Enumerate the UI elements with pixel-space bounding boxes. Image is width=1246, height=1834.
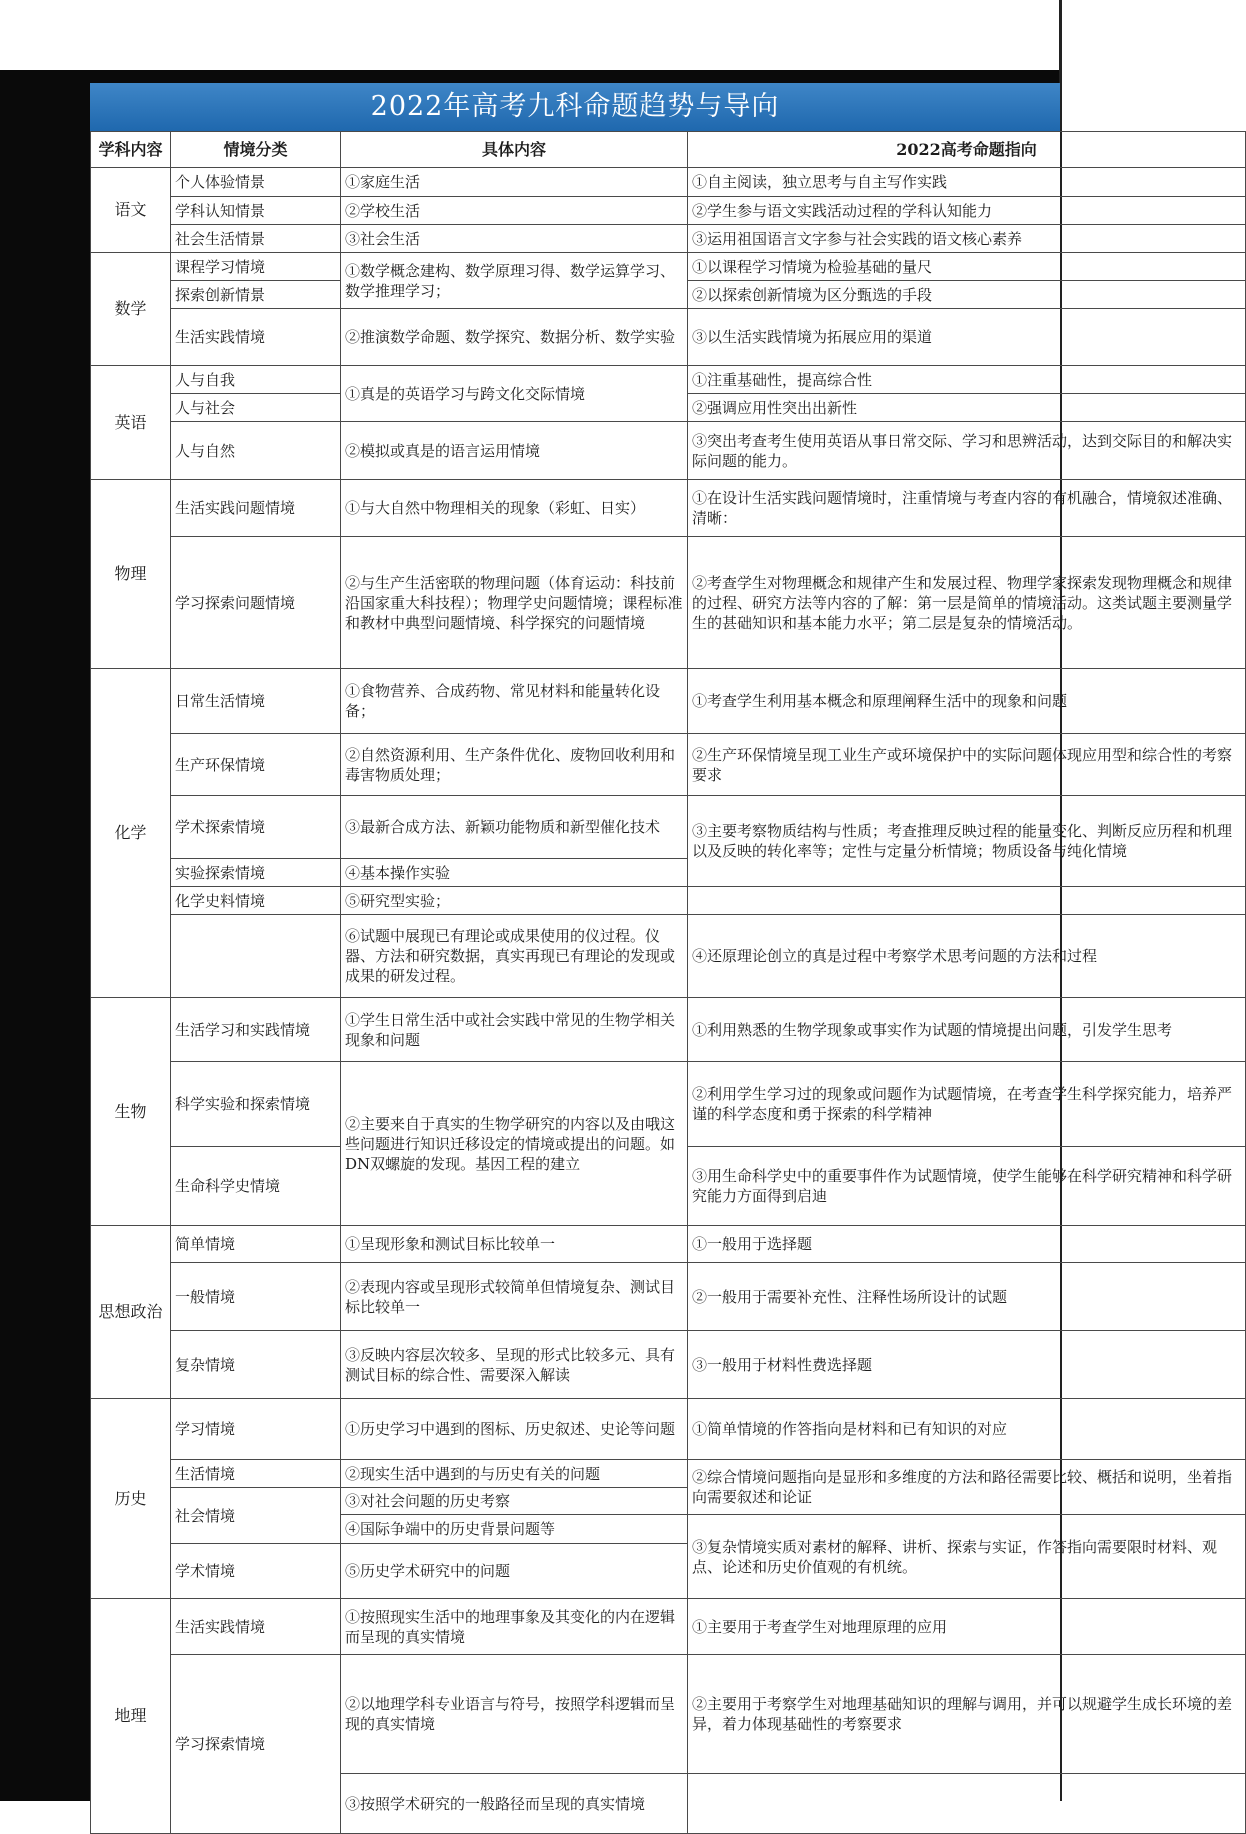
table-row: [91, 998, 1246, 1062]
direction-cell: ①自主阅读，独立思考与自主写作实践: [688, 168, 1246, 197]
table-row: [91, 796, 1246, 859]
direction-cell: ①利用熟悉的生物学现象或事实作为试题的情境提出问题，引发学生思考: [688, 998, 1246, 1062]
direction-cell: ④还原理论创立的真是过程中考察学术思考问题的方法和过程: [688, 915, 1246, 998]
category-cell: 日常生活情境: [171, 669, 341, 734]
category-cell: 社会情境: [171, 1488, 341, 1544]
direction-cell: ①简单情境的作答指向是材料和已有知识的对应: [688, 1399, 1246, 1460]
direction-cell: ①一般用于选择题: [688, 1226, 1246, 1263]
category-cell: 实验探索情境: [171, 859, 341, 887]
category-cell: 社会生活情景: [171, 225, 341, 253]
category-cell: 人与社会: [171, 394, 341, 422]
direction-cell: ③以生活实践情境为拓展应用的渠道: [688, 309, 1246, 366]
content-cell: ①与大自然中物理相关的现象（彩虹、日实）: [341, 480, 688, 537]
table-row: [91, 537, 1246, 669]
category-cell: 人与自然: [171, 422, 341, 480]
subject-politics: 思想政治: [91, 1226, 171, 1399]
category-cell: 学科认知情景: [171, 197, 341, 225]
table-row: [91, 309, 1246, 366]
category-cell: 课程学习情境: [171, 253, 341, 281]
trend-table: [90, 131, 1246, 1834]
category-cell: 生活实践问题情境: [171, 480, 341, 537]
category-cell: 化学史料情境: [171, 887, 341, 915]
table-row: [91, 366, 1246, 394]
content-cell: ①食物营养、合成药物、常见材料和能量转化设备；: [341, 669, 688, 734]
table-row: [91, 1655, 1246, 1774]
table-row: [91, 168, 1246, 197]
category-cell: 生产环保情境: [171, 734, 341, 796]
table-row: [91, 1062, 1246, 1147]
content-cell: ⑤历史学术研究中的问题: [341, 1544, 688, 1599]
header-subject: 学科内容: [91, 132, 171, 168]
content-cell: ①真是的英语学习与跨文化交际情境: [341, 366, 688, 422]
direction-cell: ②综合情境问题指向是显形和多维度的方法和路径需要比较、概括和说明，坐着指向需要叙述和论证: [688, 1460, 1246, 1515]
direction-cell: ①在设计生活实践问题情境时，注重情境与考查内容的有机融合，情境叙述准确、清晰：: [688, 480, 1246, 537]
content-cell: ③按照学术研究的一般路径而呈现的真实情境: [341, 1774, 688, 1834]
header-content: 具体内容: [341, 132, 688, 168]
content-cell: ②以地理学科专业语言与符号，按照学科逻辑而呈现的真实情境: [341, 1655, 688, 1774]
content-cell: ②现实生活中遇到的与历史有关的问题: [341, 1460, 688, 1488]
table-row: [91, 887, 1246, 915]
category-cell: 探索创新情景: [171, 281, 341, 309]
content-cell: ④基本操作实验: [341, 859, 688, 887]
table-row: [91, 1226, 1246, 1263]
direction-cell: ③运用祖国语言文字参与社会实践的语文核心素养: [688, 225, 1246, 253]
content-cell: ①历史学习中遇到的图标、历史叙述、史论等问题: [341, 1399, 688, 1460]
content-cell: ①数学概念建构、数学原理习得、数学运算学习、数学推理学习；: [341, 253, 688, 309]
table-row: [91, 197, 1246, 225]
category-cell: 复杂情境: [171, 1331, 341, 1399]
category-cell: 生活情境: [171, 1460, 341, 1488]
subject-english: 英语: [91, 366, 171, 480]
content-cell: ①呈现形象和测试目标比较单一: [341, 1226, 688, 1263]
table-row: [91, 480, 1246, 537]
content-cell: ①家庭生活: [341, 168, 688, 197]
category-cell: [171, 915, 341, 998]
direction-cell: ③用生命科学史中的重要事件作为试题情境，使学生能够在科学研究精神和科学研究能力方面得到启迪: [688, 1147, 1246, 1226]
subject-biology: 生物: [91, 998, 171, 1226]
table-row: [91, 1263, 1246, 1331]
category-cell: 学术探索情境: [171, 796, 341, 859]
category-cell: 学术情境: [171, 1544, 341, 1599]
category-cell: 学习探索情境: [171, 1655, 341, 1834]
header-direction: 2022高考命题指向: [688, 132, 1246, 168]
table-row: [91, 422, 1246, 480]
content-cell: ②与生产生活密联的物理问题（体育运动：科技前沿国家重大科技程）；物理学史问题情境；课程标准和教材中典型问题情境、科学探究的问题情境: [341, 537, 688, 669]
category-cell: 生活实践情境: [171, 1599, 341, 1655]
direction-cell: ③突出考查考生使用英语从事日常交际、学习和思辨活动，达到交际目的和解决实际问题的能力。: [688, 422, 1246, 480]
direction-cell: ②学生参与语文实践活动过程的学科认知能力: [688, 197, 1246, 225]
direction-cell: ③主要考察物质结构与性质；考查推理反映过程的能量变化、判断反应历程和机理以及反映的转化率等；定性与定量分析情境；物质设备与纯化情境: [688, 796, 1246, 887]
category-cell: 科学实验和探索情境: [171, 1062, 341, 1147]
direction-cell: [688, 887, 1246, 915]
category-cell: 学习探索问题情境: [171, 537, 341, 669]
page-title: 2022年高考九科命题趋势与导向: [90, 83, 1060, 131]
direction-cell: ③复杂情境实质对素材的解释、讲析、探索与实证，作答指向需要限时材料、观点、论述和历史价值观的有机统。: [688, 1515, 1246, 1599]
content-cell: ③对社会问题的历史考察: [341, 1488, 688, 1515]
direction-cell: ②主要用于考察学生对地理基础知识的理解与调用，并可以规避学生成长环境的差异，着力体现基础性的考察要求: [688, 1655, 1246, 1774]
direction-cell: ①注重基础性，提高综合性: [688, 366, 1246, 394]
table-row: [91, 1599, 1246, 1655]
content-cell: ①学生日常生活中或社会实践中常见的生物学相关现象和问题: [341, 998, 688, 1062]
content-cell: ②模拟或真是的语言运用情境: [341, 422, 688, 480]
subject-geography: 地理: [91, 1599, 171, 1834]
subject-math: 数学: [91, 253, 171, 366]
content-cell: ⑤研究型实验；: [341, 887, 688, 915]
table-row: [91, 225, 1246, 253]
table-row: [91, 669, 1246, 734]
content-cell: ③反映内容层次较多、呈现的形式比较多元、具有测试目标的综合性、需要深入解读: [341, 1331, 688, 1399]
category-cell: 生活实践情境: [171, 309, 341, 366]
content-cell: ②自然资源利用、生产条件优化、废物回收利用和毒害物质处理；: [341, 734, 688, 796]
direction-cell: ②以探索创新情境为区分甄选的手段: [688, 281, 1246, 309]
content-cell: ②学校生活: [341, 197, 688, 225]
direction-cell: ③一般用于材料性费选择题: [688, 1331, 1246, 1399]
top-border-bar: [0, 70, 1062, 83]
left-border-bar: [0, 83, 90, 1801]
table-row: [91, 734, 1246, 796]
content-cell: ②表现内容或呈现形式较简单但情境复杂、测试目标比较单一: [341, 1263, 688, 1331]
document-sheet: [90, 83, 1233, 1813]
subject-history: 历史: [91, 1399, 171, 1599]
direction-cell: ②生产环保情境呈现工业生产或环境保护中的实际问题体现应用型和综合性的考察要求: [688, 734, 1246, 796]
subject-chinese: 语文: [91, 168, 171, 253]
content-cell: ③最新合成方法、新颖功能物质和新型催化技术: [341, 796, 688, 859]
top-margin: [0, 0, 1062, 70]
category-cell: 一般情境: [171, 1263, 341, 1331]
category-cell: 简单情境: [171, 1226, 341, 1263]
content-cell: ②主要来自于真实的生物学研究的内容以及由哦这些问题进行知识迁移设定的情境或提出的问题。如DN双螺旋的发现。基因工程的建立: [341, 1062, 688, 1226]
direction-cell: [688, 1774, 1246, 1834]
direction-cell: ②考查学生对物理概念和规律产生和发展过程、物理学家探索发现物理概念和规律的过程、研究方法等内容的了解：第一层是简单的情境活动。这类试题主要测量学生的甚础知识和基本能力水平；第二层是复杂的情境活动。: [688, 537, 1246, 669]
category-cell: 生活学习和实践情境: [171, 998, 341, 1062]
category-cell: 生命科学史情境: [171, 1147, 341, 1226]
table-row: [91, 1460, 1246, 1488]
category-cell: 人与自我: [171, 366, 341, 394]
direction-cell: ①以课程学习情境为检验基础的量尺: [688, 253, 1246, 281]
table-row: [91, 1399, 1246, 1460]
direction-cell: ②一般用于需要补充性、注释性场所设计的试题: [688, 1263, 1246, 1331]
content-cell: ⑥试题中展现已有理论或成果使用的仪过程。仪器、方法和研究数据，真实再现已有理论的发现或成果的研发过程。: [341, 915, 688, 998]
table-row: [91, 253, 1246, 281]
direction-cell: ②利用学生学习过的现象或问题作为试题情境，在考查学生科学探究能力，培养严谨的科学态度和勇于探索的科学精神: [688, 1062, 1246, 1147]
table-row: [91, 1331, 1246, 1399]
content-cell: ②推演数学命题、数学探究、数据分析、数学实验: [341, 309, 688, 366]
direction-cell: ①考查学生利用基本概念和原理阐释生活中的现象和问题: [688, 669, 1246, 734]
table-row: [91, 915, 1246, 998]
header-category: 情境分类: [171, 132, 341, 168]
subject-physics: 物理: [91, 480, 171, 669]
content-cell: ④国际争端中的历史背景问题等: [341, 1515, 688, 1544]
direction-cell: ①主要用于考查学生对地理原理的应用: [688, 1599, 1246, 1655]
content-cell: ③社会生活: [341, 225, 688, 253]
direction-cell: ②强调应用性突出出新性: [688, 394, 1246, 422]
content-cell: ①按照现实生活中的地理事象及其变化的内在逻辑而呈现的真实情境: [341, 1599, 688, 1655]
subject-chemistry: 化学: [91, 669, 171, 998]
category-cell: 个人体验情景: [171, 168, 341, 197]
header-row: [91, 132, 1246, 168]
category-cell: 学习情境: [171, 1399, 341, 1460]
